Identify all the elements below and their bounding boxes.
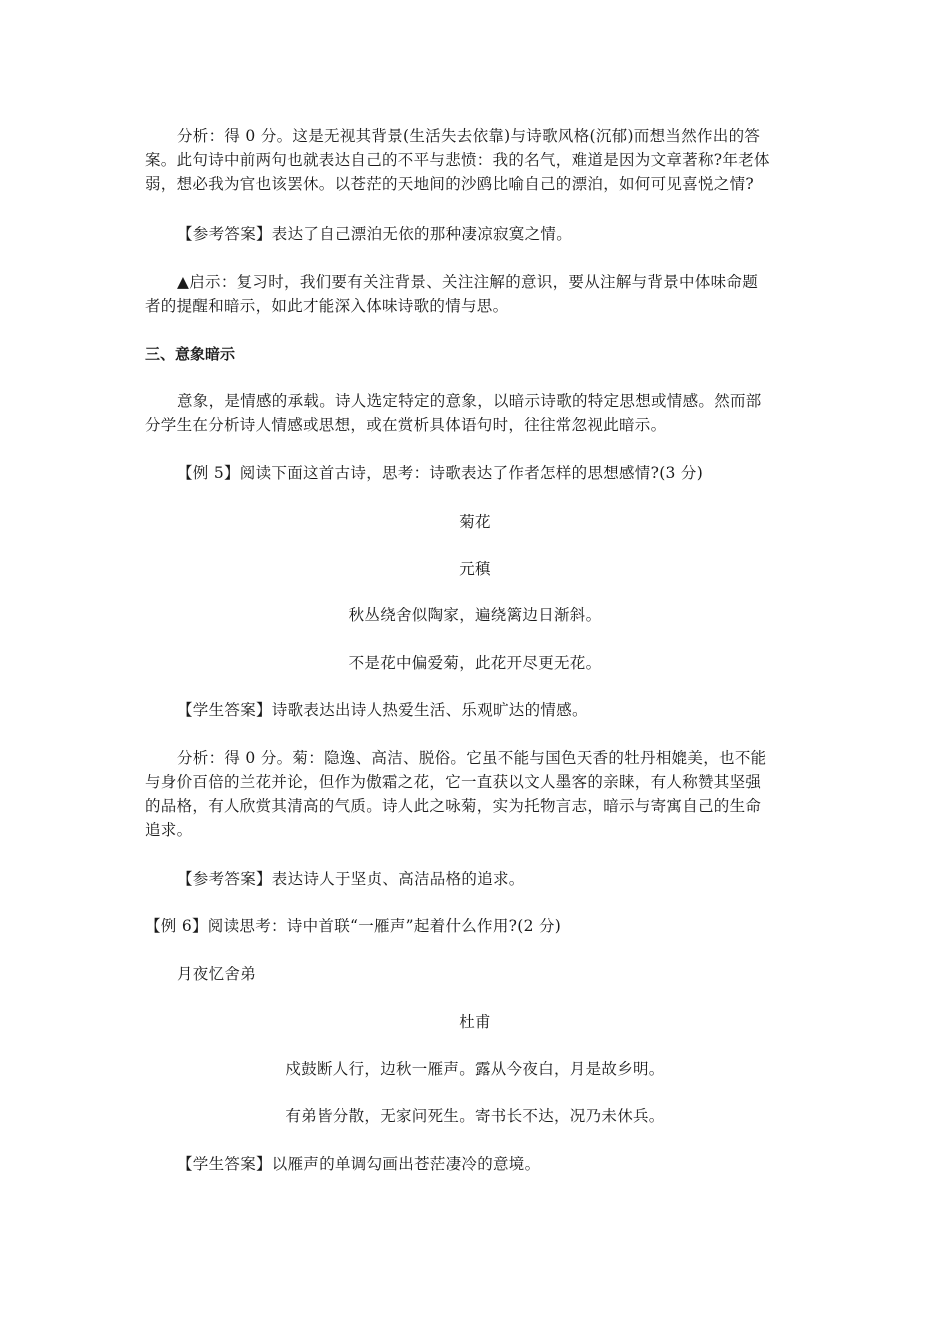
insight-line: ▲启示：复习时，我们要有关注背景、关注注解的意识，要从注解与背景中体味命题 bbox=[177, 273, 759, 291]
section-heading: 三、意象暗示 bbox=[145, 345, 236, 363]
poem-line: 秋丛绕舍似陶家，遍绕篱边日渐斜。 bbox=[348, 606, 602, 624]
analysis-line: 分析：得 0 分。这是无视其背景(生活失去依靠)与诗歌风格(沉郁)而想当然作出的答 bbox=[177, 127, 761, 145]
insight-line: 者的提醒和暗示，如此才能深入体味诗歌的情与思。 bbox=[145, 297, 509, 315]
analysis-line: 与身价百倍的兰花并论，但作为傲霜之花，它一直获以文人墨客的亲睐，有人称赞其坚强 bbox=[145, 773, 762, 791]
intro-line: 意象，是情感的承载。诗人选定特定的意象，以暗示诗歌的特定思想或情感。然而部 bbox=[177, 392, 762, 410]
poem-line: 戍鼓断人行，边秋一雁声。露从今夜白，月是故乡明。 bbox=[285, 1060, 665, 1078]
analysis-line: 案。此句诗中前两句也就表达自己的不平与悲愤：我的名气，难道是因为文章著称?年老体 bbox=[145, 151, 770, 169]
reference-answer: 【参考答案】表达了自己漂泊无依的那种凄凉寂寞之情。 bbox=[177, 225, 573, 243]
poem-author: 元稹 bbox=[459, 560, 491, 578]
analysis-line: 的品格，有人欣赏其清高的气质。诗人此之咏菊，实为托物言志，暗示与寄寓自己的生命 bbox=[145, 797, 762, 815]
poem-title: 菊花 bbox=[459, 513, 491, 531]
analysis-line: 分析：得 0 分。菊：隐逸、高洁、脱俗。它虽不能与国色天香的牡丹相媲美，也不能 bbox=[177, 749, 767, 767]
poem-line: 不是花中偏爱菊，此花开尽更无花。 bbox=[348, 654, 602, 672]
poem-title: 月夜忆舍弟 bbox=[177, 965, 257, 983]
reference-answer: 【参考答案】表达诗人于坚贞、高洁品格的追求。 bbox=[177, 870, 525, 888]
analysis-line: 追求。 bbox=[145, 821, 193, 839]
analysis-line: 弱，想必我为官也该罢休。以苍茫的天地间的沙鸥比喻自己的漂泊，如何可见喜悦之情? bbox=[145, 175, 755, 193]
poem-author: 杜甫 bbox=[459, 1013, 491, 1031]
student-answer: 【学生答案】以雁声的单调勾画出苍茫凄冷的意境。 bbox=[177, 1155, 541, 1173]
example-5-question: 【例 5】阅读下面这首古诗，思考：诗歌表达了作者怎样的思想感情?(3 分) bbox=[177, 464, 704, 482]
insight-paragraph bbox=[145, 270, 805, 318]
example-6-question: 【例 6】阅读思考：诗中首联“一雁声”起着什么作用?(2 分) bbox=[145, 917, 562, 935]
poem-line: 有弟皆分散，无家问死生。寄书长不达，况乃未休兵。 bbox=[285, 1107, 665, 1125]
intro-line: 分学生在分析诗人情感或思想，或在赏析具体语句时，往往常忽视此暗示。 bbox=[145, 416, 667, 434]
analysis-paragraph-1 bbox=[145, 124, 805, 196]
analysis-paragraph-2 bbox=[145, 746, 805, 842]
section-intro-paragraph bbox=[145, 389, 805, 437]
student-answer: 【学生答案】诗歌表达出诗人热爱生活、乐观旷达的情感。 bbox=[177, 701, 588, 719]
